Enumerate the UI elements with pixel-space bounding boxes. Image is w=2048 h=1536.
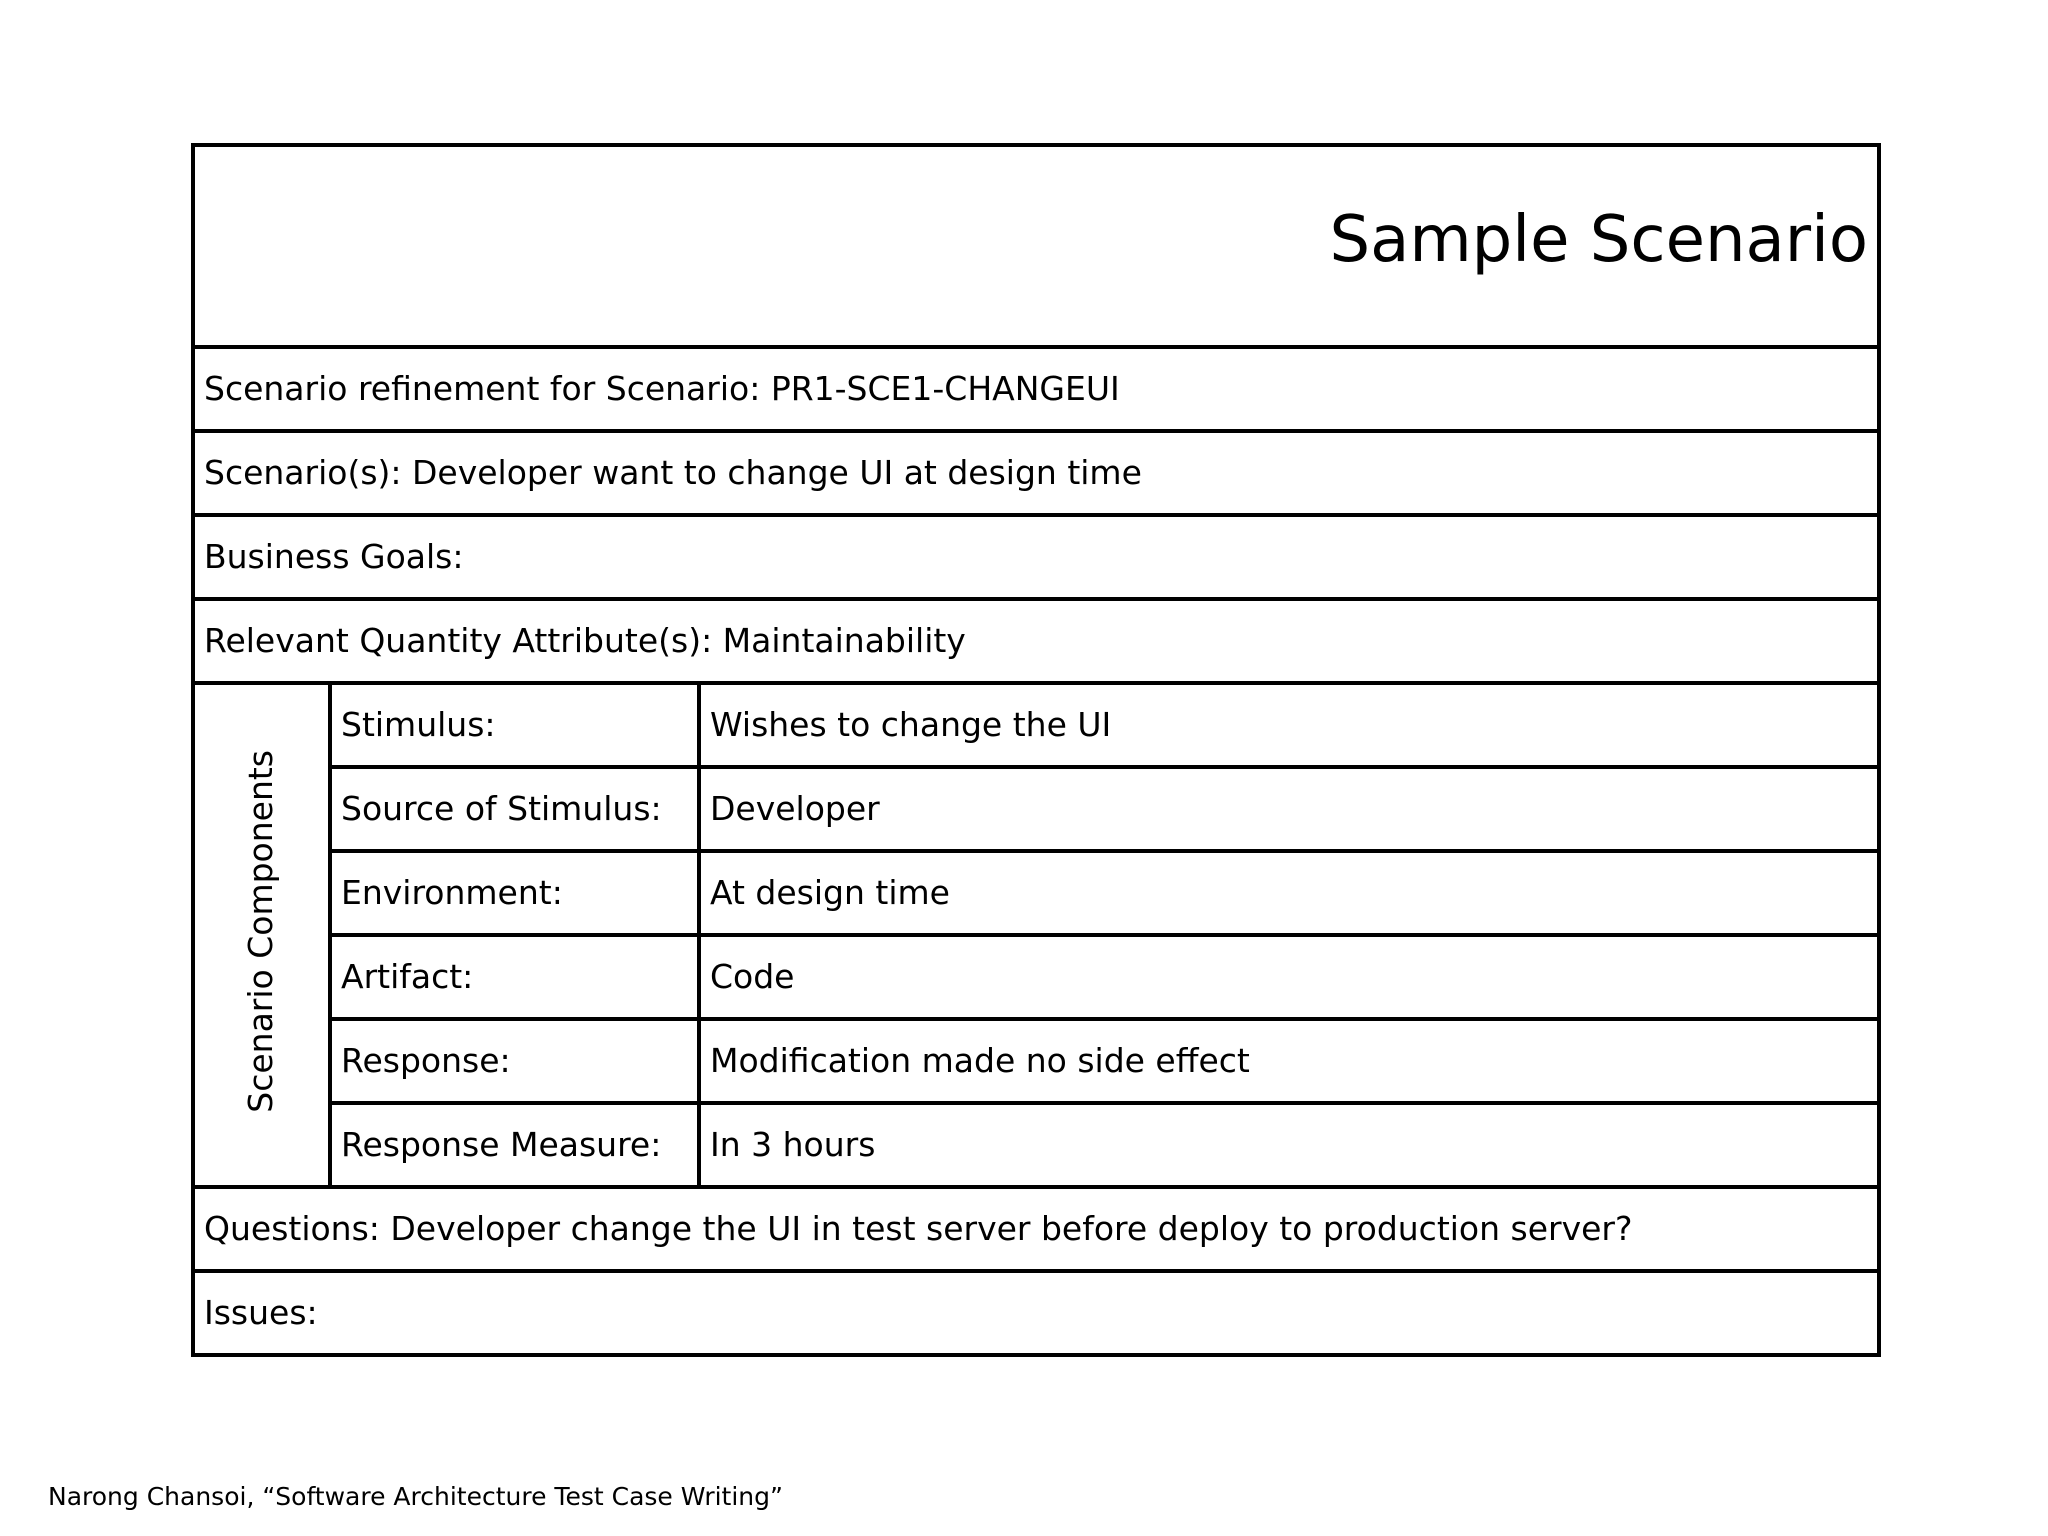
- scenarios-cell: Scenario(s): Developer want to change UI at design time: [193, 431, 1879, 515]
- component-value: Wishes to change the UI: [699, 683, 1879, 767]
- refinement-row: [193, 347, 1879, 431]
- issues-row: [193, 1271, 1879, 1355]
- scenario-components-cell: [193, 683, 330, 1187]
- title-row: [193, 145, 1879, 347]
- component-row: [193, 935, 1879, 1019]
- quality-attributes-cell: Relevant Quantity Attribute(s): Maintainability: [193, 599, 1879, 683]
- questions-cell: Questions: Developer change the UI in test server before deploy to production server?: [193, 1187, 1879, 1271]
- component-row: [193, 1103, 1879, 1187]
- component-row: [193, 767, 1879, 851]
- component-value: Code: [699, 935, 1879, 1019]
- component-key: Environment:: [330, 851, 699, 935]
- component-value: At design time: [699, 851, 1879, 935]
- component-row: [193, 851, 1879, 935]
- refinement-cell: Scenario refinement for Scenario: PR1-SCE1-CHANGEUI: [193, 347, 1879, 431]
- title-cell: [193, 145, 1879, 347]
- component-key: Artifact:: [330, 935, 699, 1019]
- business-goals-row: [193, 515, 1879, 599]
- issues-cell: Issues:: [193, 1271, 1879, 1355]
- component-value: In 3 hours: [699, 1103, 1879, 1187]
- footer-citation: Narong Chansoi, “Software Architecture Test Case Writing”: [48, 1482, 783, 1511]
- business-goals-cell: Business Goals:: [193, 515, 1879, 599]
- component-row: [193, 683, 1879, 767]
- component-value: Developer: [699, 767, 1879, 851]
- quality-attributes-row: [193, 599, 1879, 683]
- scenarios-row: [193, 431, 1879, 515]
- scenario-components-label: Scenario Components: [241, 749, 281, 1113]
- component-key: Stimulus:: [330, 683, 699, 767]
- component-value: Modification made no side effect: [699, 1019, 1879, 1103]
- component-key: Response Measure:: [330, 1103, 699, 1187]
- component-key: Source of Stimulus:: [330, 767, 699, 851]
- questions-row: [193, 1187, 1879, 1271]
- component-key: Response:: [330, 1019, 699, 1103]
- component-row: [193, 1019, 1879, 1103]
- scenario-table: [191, 143, 1881, 1357]
- slide-title: Sample Scenario: [1329, 202, 1868, 277]
